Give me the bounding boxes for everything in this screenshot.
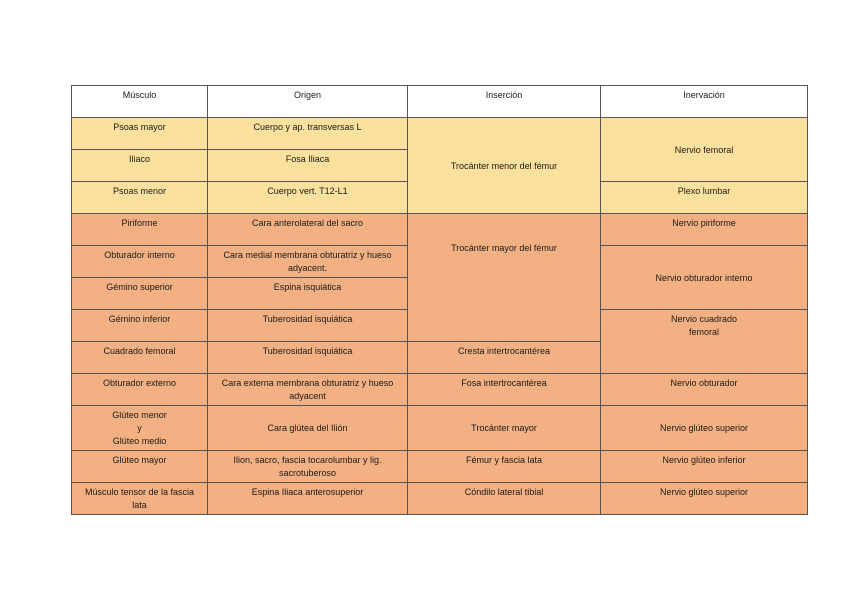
table-header-row xyxy=(72,86,808,118)
cell-origen: Cuerpo vert. T12-L1 xyxy=(208,182,408,214)
table-row xyxy=(72,406,808,451)
cell-inervacion: Nervio glúteo superior xyxy=(601,483,808,515)
table-row xyxy=(72,451,808,483)
table-row xyxy=(72,214,808,246)
cell-insercion-trocanter-mayor: Trocánter mayor del fémur xyxy=(408,214,601,342)
nervio-cuadrado-line2: femoral xyxy=(688,327,719,337)
cell-musculo: Gémino inferior xyxy=(72,310,208,342)
cell-musculo: Músculo tensor de la fascia lata xyxy=(72,483,208,515)
cell-origen: Espina isquiática xyxy=(208,278,408,310)
cell-musculo: Psoas mayor xyxy=(72,118,208,150)
cell-musculo: Psoas menor xyxy=(72,182,208,214)
cell-origen: Ilion, sacro, fascia tocarolumbar y lig. sacrotuberoso xyxy=(208,451,408,483)
gluteo-y-label: y xyxy=(137,423,142,433)
cell-origen: Cara externa membrana obturatriz y hueso adyacent xyxy=(208,374,408,406)
cell-musculo: Piriforme xyxy=(72,214,208,246)
header-inervacion: Inervación xyxy=(601,86,808,118)
cell-inervacion-nervio-obturador-interno: Nervio obturador interno xyxy=(601,246,808,310)
header-musculo: Músculo xyxy=(72,86,208,118)
cell-musculo xyxy=(72,406,208,451)
cell-musculo: Gémino superior xyxy=(72,278,208,310)
cell-origen: Tuberosidad isquiática xyxy=(208,310,408,342)
cell-insercion: Trocánter mayor xyxy=(408,406,601,451)
cell-insercion: Fosa intertrocantérea xyxy=(408,374,601,406)
cell-origen: Cuerpo y ap. transversas L xyxy=(208,118,408,150)
muscle-table xyxy=(71,85,808,515)
cell-inervacion: Nervio glúteo superior xyxy=(601,406,808,451)
cell-origen: Fosa Iliaca xyxy=(208,150,408,182)
cell-musculo: Obturador externo xyxy=(72,374,208,406)
cell-origen: Tuberosidad isquiática xyxy=(208,342,408,374)
table-row xyxy=(72,374,808,406)
cell-origen: Cara medial membrana obturatriz y hueso adyacent. xyxy=(208,246,408,278)
table-row xyxy=(72,483,808,515)
table-row xyxy=(72,118,808,150)
cell-musculo: Cuadrado femoral xyxy=(72,342,208,374)
gluteo-menor-label: Glúteo menor xyxy=(112,410,167,420)
cell-musculo: Glúteo mayor xyxy=(72,451,208,483)
cell-inervacion-plexo-lumbar: Plexo lumbar xyxy=(601,182,808,214)
cell-inervacion-nervio-femoral: Nervio femoral xyxy=(601,118,808,182)
cell-musculo: Iliaco xyxy=(72,150,208,182)
cell-origen: Cara anterolateral del sacro xyxy=(208,214,408,246)
gluteo-medio-label: Glúteo medio xyxy=(112,436,167,446)
nervio-cuadrado-line1: Nervio cuadrado xyxy=(670,314,738,324)
cell-inervacion-nervio-cuadrado-femoral xyxy=(601,310,808,374)
cell-insercion-trocanter-menor: Trocánter menor del fémur xyxy=(408,118,601,214)
cell-inervacion-nervio-piriforme: Nervio piriforme xyxy=(601,214,808,246)
cell-insercion: Fémur y fascia lata xyxy=(408,451,601,483)
cell-musculo: Obturador interno xyxy=(72,246,208,278)
cell-origen: Espina Iliaca anterosuperior xyxy=(208,483,408,515)
cell-insercion: Cresta intertrocantérea xyxy=(408,342,601,374)
cell-inervacion: Nervio glúteo inferior xyxy=(601,451,808,483)
cell-origen: Cara glútea del Ilión xyxy=(208,406,408,451)
header-origen: Origen xyxy=(208,86,408,118)
cell-inervacion: Nervio obturador xyxy=(601,374,808,406)
cell-insercion: Cóndilo lateral tibial xyxy=(408,483,601,515)
header-insercion: Inserción xyxy=(408,86,601,118)
